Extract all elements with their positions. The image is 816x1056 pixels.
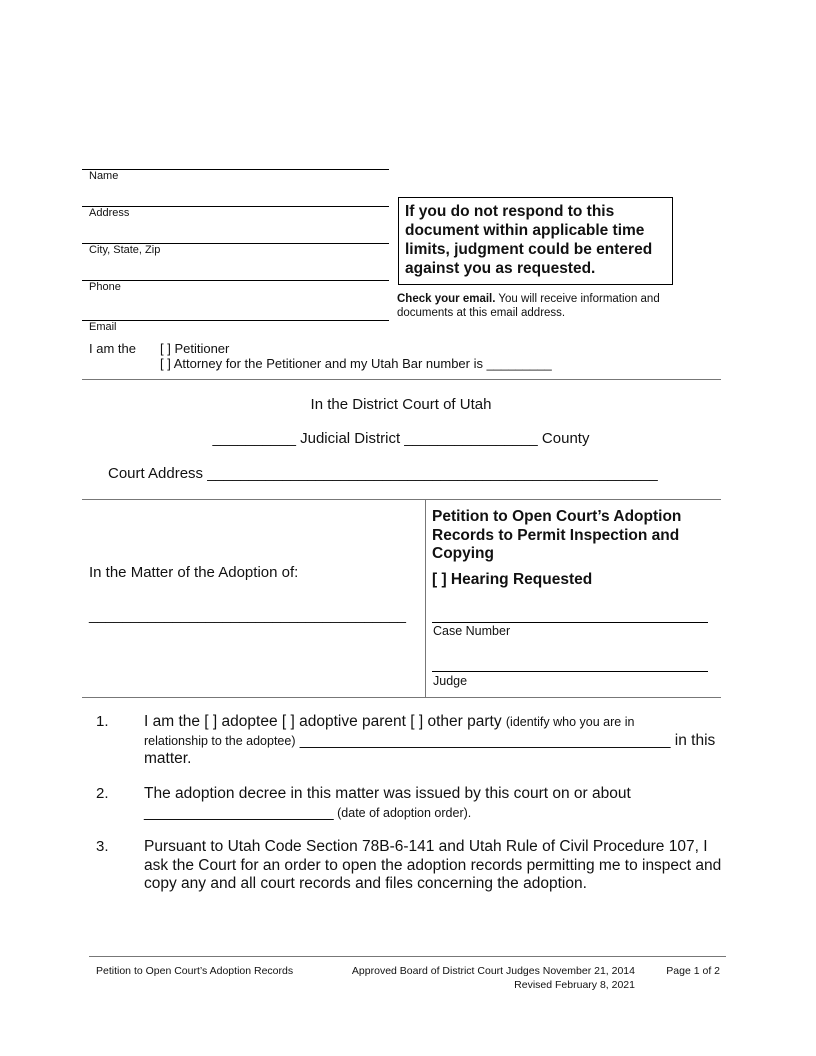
footer-rule bbox=[89, 956, 726, 957]
item-3-number: 3. bbox=[96, 838, 109, 855]
district-county-line: __________ Judicial District ________________ County bbox=[212, 430, 590, 447]
item-2-text bbox=[144, 785, 724, 822]
phone-line bbox=[82, 280, 389, 281]
name-line bbox=[82, 169, 389, 170]
item-3-text: Pursuant to Utah Code Section 78B-6-141 and Utah Rule of Civil Procedure 107, I ask the Court for an order to open the adoption records permitting me to inspect and copy any and all court records and files concerning the adoption. bbox=[144, 838, 722, 892]
i-am-the-label: I am the bbox=[89, 341, 136, 356]
item-1-text bbox=[144, 713, 724, 769]
default-judgment-notice: If you do not respond to this document within applicable time limits, judgment could be entered against you as requested. bbox=[398, 197, 673, 285]
email-note-bold: Check your email. bbox=[397, 293, 496, 305]
footer-page-number: Page 1 of 2 bbox=[666, 965, 720, 977]
item-1-text-a-small: (identify who you are in bbox=[505, 715, 635, 729]
item-2-text-a: The adoption decree in this matter was issued by this court on or about bbox=[144, 785, 631, 802]
email-label: Email bbox=[89, 321, 117, 333]
email-line bbox=[82, 320, 389, 321]
matter-label: In the Matter of the Adoption of: bbox=[89, 564, 299, 581]
item-2-text-b: ______________________ bbox=[144, 803, 334, 821]
header-divider bbox=[82, 379, 721, 380]
item-1-text-a: I am the [ ] adoptee [ ] adoptive parent [ ] other party bbox=[144, 713, 506, 730]
footer-revised: Revised February 8, 2021 bbox=[514, 979, 635, 991]
item-1-number: 1. bbox=[96, 713, 109, 730]
item-1-text-c: matter. bbox=[144, 750, 192, 767]
adoptee-name-blank: ______________________________________ bbox=[89, 607, 407, 624]
court-address-line: Court Address ______________________________________________________ bbox=[108, 465, 658, 482]
judge-label: Judge bbox=[433, 674, 468, 688]
judge-line bbox=[432, 671, 708, 672]
caption-divider bbox=[425, 499, 426, 697]
document-title: Petition to Open Court’s Adoption Records to Permit Inspection and Copying bbox=[432, 508, 682, 562]
footer-approved: Approved Board of District Court Judges November 21, 2014 bbox=[351, 965, 635, 977]
item-2-number: 2. bbox=[96, 785, 109, 802]
item-2-text-b-small: (date of adoption order). bbox=[333, 805, 472, 820]
court-title: In the District Court of Utah bbox=[310, 396, 492, 413]
caption-top-line bbox=[82, 499, 721, 500]
phone-label: Phone bbox=[89, 281, 121, 293]
case-number-label: Case Number bbox=[433, 624, 511, 638]
caption-bottom-line bbox=[82, 697, 721, 698]
city-state-zip-label: City, State, Zip bbox=[89, 244, 161, 256]
item-1-text-b-small: relationship to the adoptee) bbox=[144, 733, 296, 748]
item-1-text-b: ___________________________________________ in this bbox=[295, 731, 716, 749]
case-number-line bbox=[432, 622, 708, 623]
email-note bbox=[397, 292, 687, 320]
hearing-requested[interactable]: [ ] Hearing Requested bbox=[432, 571, 593, 588]
option-petitioner: [ ] Petitioner bbox=[160, 341, 230, 356]
footer-document-name: Petition to Open Court’s Adoption Records bbox=[96, 965, 294, 977]
option-attorney: [ ] Attorney for the Petitioner and my Utah Bar number is _________ bbox=[160, 356, 552, 371]
address-label: Address bbox=[89, 207, 130, 219]
name-label: Name bbox=[89, 170, 119, 182]
email-note-rest: You will receive information and documents at this email address. bbox=[397, 293, 660, 319]
